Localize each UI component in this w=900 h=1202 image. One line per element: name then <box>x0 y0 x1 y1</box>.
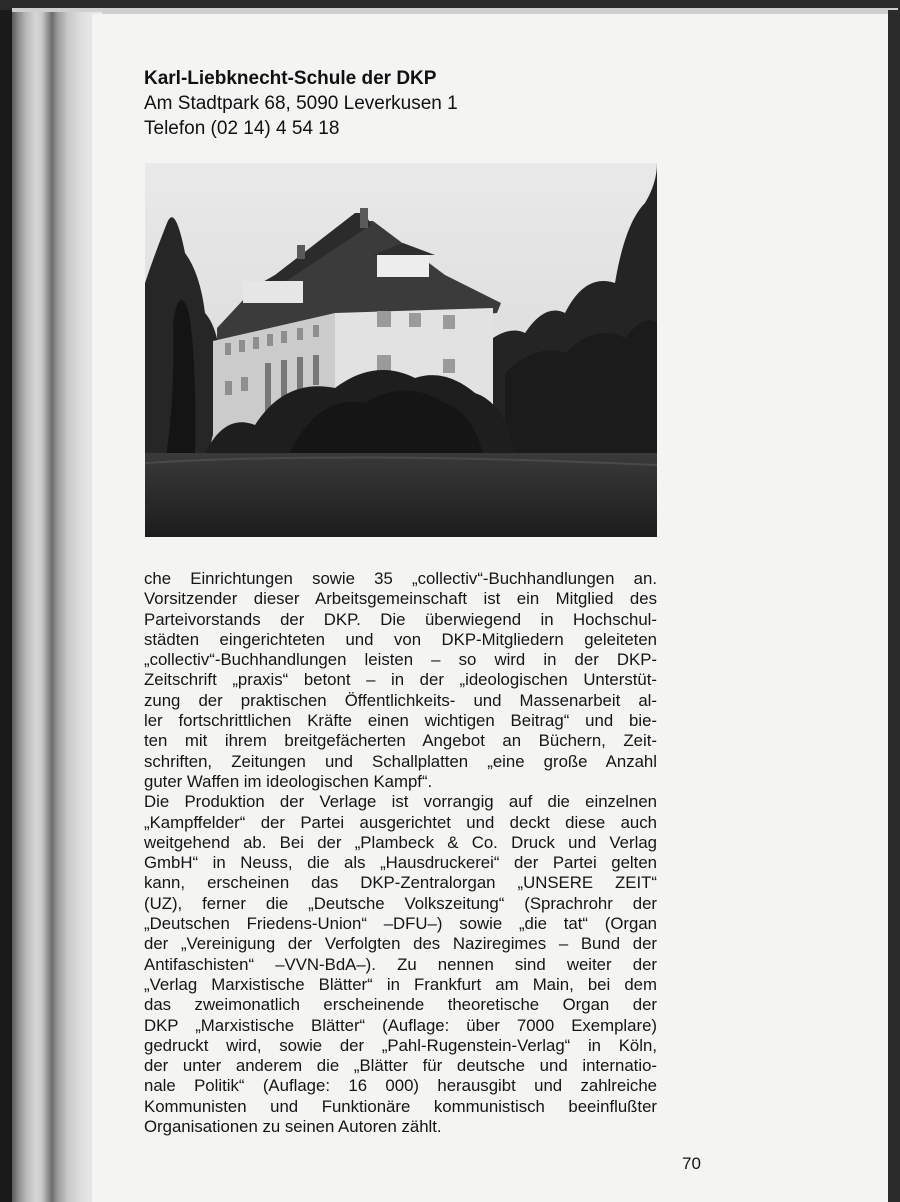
address-heading <box>144 66 664 141</box>
text-line: das zweimonatlich erscheinende theoretische Organ der <box>144 995 657 1015</box>
text-line: Vorsitzender dieser Arbeitsgemeinschaft ist ein Mitglied des <box>144 589 657 609</box>
text-line: GmbH“ in Neuss, die als „Hausdruckerei“ der Partei gelten <box>144 853 657 873</box>
text-line: kann, erscheinen das DKP-Zentralorgan „UNSERE ZEIT“ <box>144 873 657 893</box>
text-line: DKP „Marxistische Blätter“ (Auflage: über 7000 Exemplare) <box>144 1015 657 1035</box>
text-line: „Verlag Marxistische Blätter“ in Frankfurt am Main, bei dem <box>144 974 657 994</box>
text-line: Antifaschisten“ –VVN-BdA–). Zu nennen sind weiter der <box>144 954 657 974</box>
book-page-stack <box>12 12 102 1202</box>
text-line: ten mit ihrem breitgefächerten Angebot an Büchern, Zeit- <box>144 731 657 751</box>
text-line: zung der praktischen Öffentlichkeits- und Massenarbeit al- <box>144 690 657 710</box>
text-line: gedruckt wird, sowie der „Pahl-Rugenstein-Verlag“ in Köln, <box>144 1035 657 1055</box>
text-line: Zeitschrift „praxis“ betont – in der „ideologischen Unterstüt- <box>144 670 657 690</box>
text-line: nale Politik“ (Auflage: 16 000) herausgibt und zahlreiche <box>144 1076 657 1096</box>
text-line: schriften, Zeitungen und Schallplatten „eine große Anzahl <box>144 751 657 771</box>
text-line: (UZ), ferner die „Deutsche Volkszeitung“ (Sprachrohr der <box>144 893 657 913</box>
building-photo-icon <box>145 163 657 537</box>
text-line: der „Vereinigung der Verfolgten des Naziregimes – Bund der <box>144 934 657 954</box>
page-number: 70 <box>682 1154 701 1173</box>
body-text <box>144 569 657 1137</box>
scan-right-edge <box>888 10 900 1202</box>
text-line: „Deutschen Friedens-Union“ –DFU–) sowie „die tat“ (Organ <box>144 914 657 934</box>
school-title: Karl-Liebknecht-Schule der DKP <box>144 68 437 89</box>
school-address: Am Stadtpark 68, 5090 Leverkusen 1 <box>144 93 458 114</box>
text-line: weitgehend ab. Bei der „Plambeck & Co. Druck und Verlag <box>144 832 657 852</box>
text-line: ler fortschrittlichen Kräfte einen wichtigen Beitrag“ und bie- <box>144 711 657 731</box>
text-line: che Einrichtungen sowie 35 „collectiv“-Buchhandlungen an. <box>144 569 657 588</box>
text-line: der unter anderem die „Blätter für deutsche und internatio- <box>144 1056 657 1076</box>
text-line: Parteivorstands der DKP. Die überwiegend in Hochschul- <box>144 609 657 629</box>
text-line: guter Waffen im ideologischen Kampf“. <box>144 771 433 791</box>
text-line: Die Produktion der Verlage ist vorrangig auf die einzelnen <box>144 792 657 812</box>
school-phone: Telefon (02 14) 4 54 18 <box>144 118 340 139</box>
text-line: Organisationen zu seinen Autoren zählt. <box>144 1117 442 1137</box>
text-line: städten eingerichteten und von DKP-Mitgliedern geleiteten <box>144 629 657 649</box>
text-line: „Kampffelder“ der Partei ausgerichtet und deckt diese auch <box>144 812 657 832</box>
text-line: Kommunisten und Funktionäre kommunistisch beeinflußter <box>144 1096 657 1116</box>
text-line: „collectiv“-Buchhandlungen leisten – so wird in der DKP- <box>144 650 657 670</box>
building-photo <box>145 163 657 537</box>
